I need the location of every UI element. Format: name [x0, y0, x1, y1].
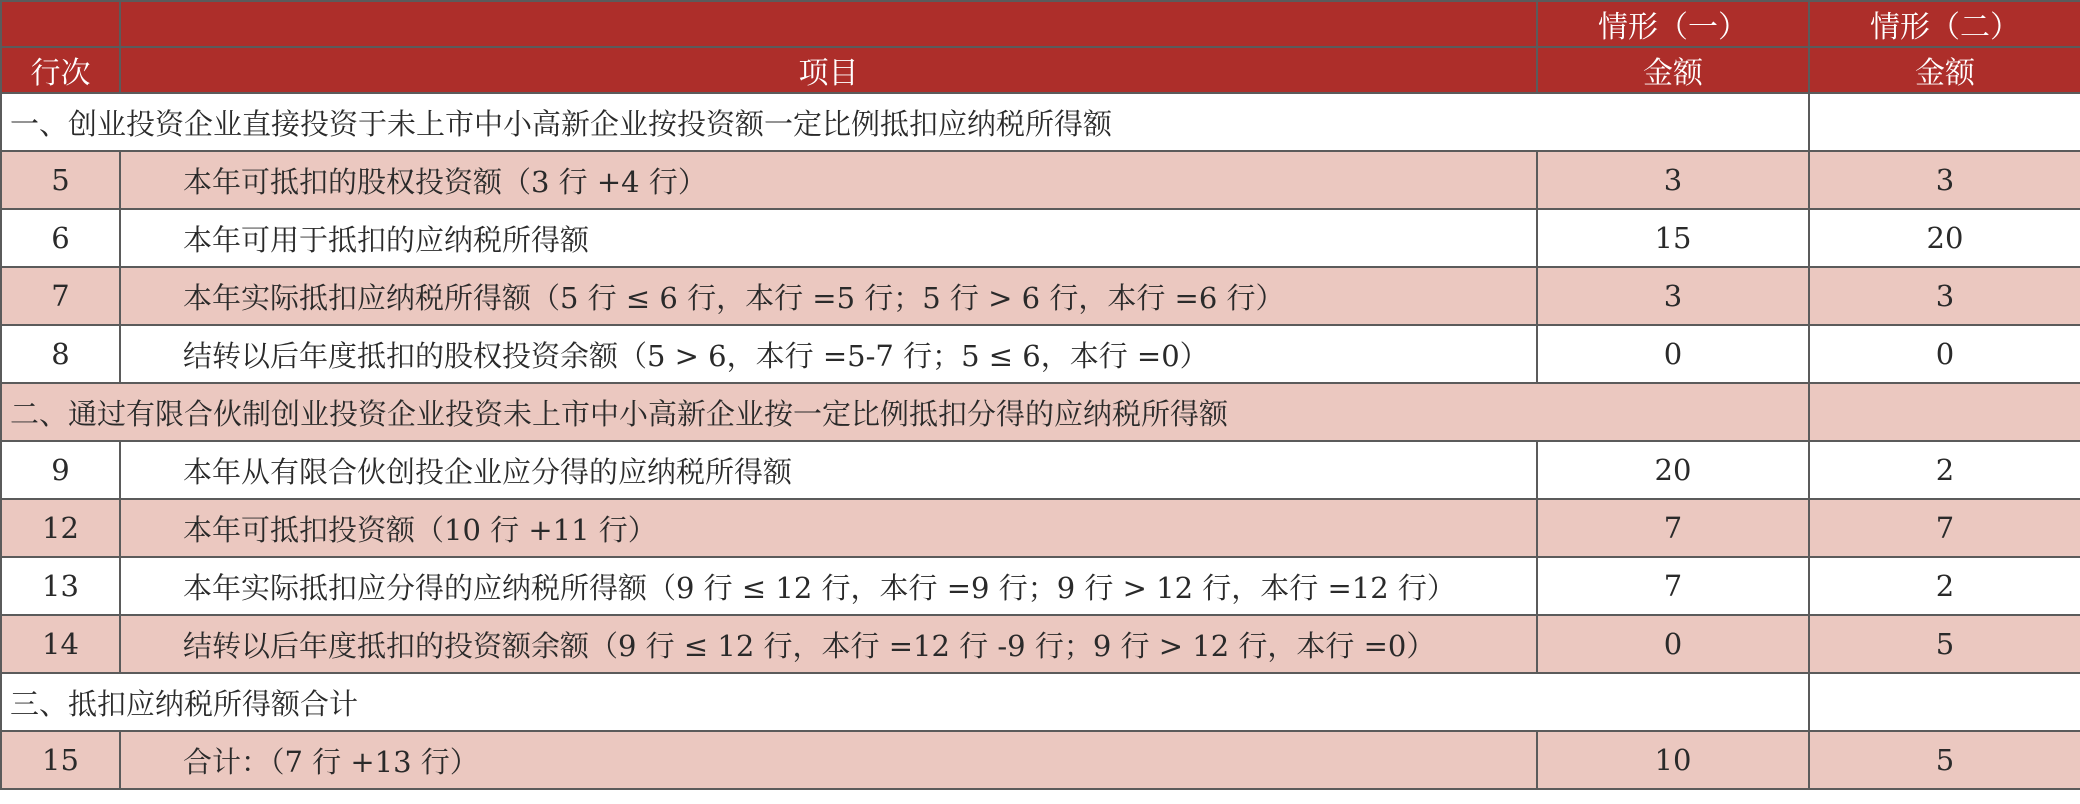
line-number-cell: 15: [1, 731, 120, 789]
header-blank-cell: [120, 1, 1537, 47]
section-title: 一、创业投资企业直接投资于未上市中小高新企业按投资额一定比例抵扣应纳税所得额: [1, 93, 1809, 151]
header-row-scenarios: [1, 1, 2080, 47]
table-row: [1, 267, 2080, 325]
section-blank-cell: [1809, 673, 2080, 731]
amount-2-cell: 7: [1809, 499, 2080, 557]
line-number-cell: 9: [1, 441, 120, 499]
item-cell: 结转以后年度抵扣的投资额余额（9 行 ≤ 12 行，本行 =12 行 -9 行；9 行 > 12 行，本行 =0）: [120, 615, 1537, 673]
table-row: [1, 151, 2080, 209]
amount-1-cell: 0: [1537, 615, 1809, 673]
amount-1-cell: 15: [1537, 209, 1809, 267]
amount-1-cell: 10: [1537, 731, 1809, 789]
table-row: [1, 731, 2080, 789]
table-row: [1, 499, 2080, 557]
line-number-cell: 7: [1, 267, 120, 325]
amount-2-cell: 2: [1809, 441, 2080, 499]
section-header-row: [1, 383, 2080, 441]
section-blank-cell: [1809, 383, 2080, 441]
table-row: [1, 209, 2080, 267]
item-cell: 本年实际抵扣应纳税所得额（5 行 ≤ 6 行，本行 =5 行；5 行 > 6 行，本行 =6 行）: [120, 267, 1537, 325]
item-cell: 本年可用于抵扣的应纳税所得额: [120, 209, 1537, 267]
header-blank-cell: [1, 1, 120, 47]
line-number-cell: 14: [1, 615, 120, 673]
item-cell: 结转以后年度抵扣的股权投资余额（5 > 6，本行 =5-7 行；5 ≤ 6，本行 =0）: [120, 325, 1537, 383]
amount-2-cell: 2: [1809, 557, 2080, 615]
amount-1-cell: 7: [1537, 557, 1809, 615]
item-cell: 合计：（7 行 +13 行）: [120, 731, 1537, 789]
header-amount-2: 金额: [1809, 47, 2080, 93]
header-item-label: 项目: [120, 47, 1537, 93]
line-number-cell: 6: [1, 209, 120, 267]
section-header-row: [1, 93, 2080, 151]
header-scenario-1: 情形（一）: [1537, 1, 1809, 47]
section-blank-cell: [1809, 93, 2080, 151]
amount-2-cell: 20: [1809, 209, 2080, 267]
line-number-cell: 12: [1, 499, 120, 557]
header-line-label: 行次: [1, 47, 120, 93]
header-scenario-2: 情形（二）: [1809, 1, 2080, 47]
table-row: [1, 325, 2080, 383]
header-amount-1: 金额: [1537, 47, 1809, 93]
table-row: [1, 441, 2080, 499]
amount-1-cell: 3: [1537, 151, 1809, 209]
line-number-cell: 8: [1, 325, 120, 383]
section-header-row: [1, 673, 2080, 731]
amount-2-cell: 5: [1809, 731, 2080, 789]
item-cell: 本年从有限合伙创投企业应分得的应纳税所得额: [120, 441, 1537, 499]
section-title: 三、抵扣应纳税所得额合计: [1, 673, 1809, 731]
header-row-columns: [1, 47, 2080, 93]
item-cell: 本年实际抵扣应分得的应纳税所得额（9 行 ≤ 12 行，本行 =9 行；9 行 > 12 行，本行 =12 行）: [120, 557, 1537, 615]
amount-2-cell: 3: [1809, 267, 2080, 325]
section-title: 二、通过有限合伙制创业投资企业投资未上市中小高新企业按一定比例抵扣分得的应纳税所得额: [1, 383, 1809, 441]
item-cell: 本年可抵扣投资额（10 行 +11 行）: [120, 499, 1537, 557]
line-number-cell: 5: [1, 151, 120, 209]
amount-2-cell: 0: [1809, 325, 2080, 383]
amount-2-cell: 5: [1809, 615, 2080, 673]
table-row: [1, 557, 2080, 615]
amount-1-cell: 20: [1537, 441, 1809, 499]
amount-2-cell: 3: [1809, 151, 2080, 209]
item-cell: 本年可抵扣的股权投资额（3 行 +4 行）: [120, 151, 1537, 209]
table-row: [1, 615, 2080, 673]
line-number-cell: 13: [1, 557, 120, 615]
amount-1-cell: 0: [1537, 325, 1809, 383]
amount-1-cell: 3: [1537, 267, 1809, 325]
amount-1-cell: 7: [1537, 499, 1809, 557]
